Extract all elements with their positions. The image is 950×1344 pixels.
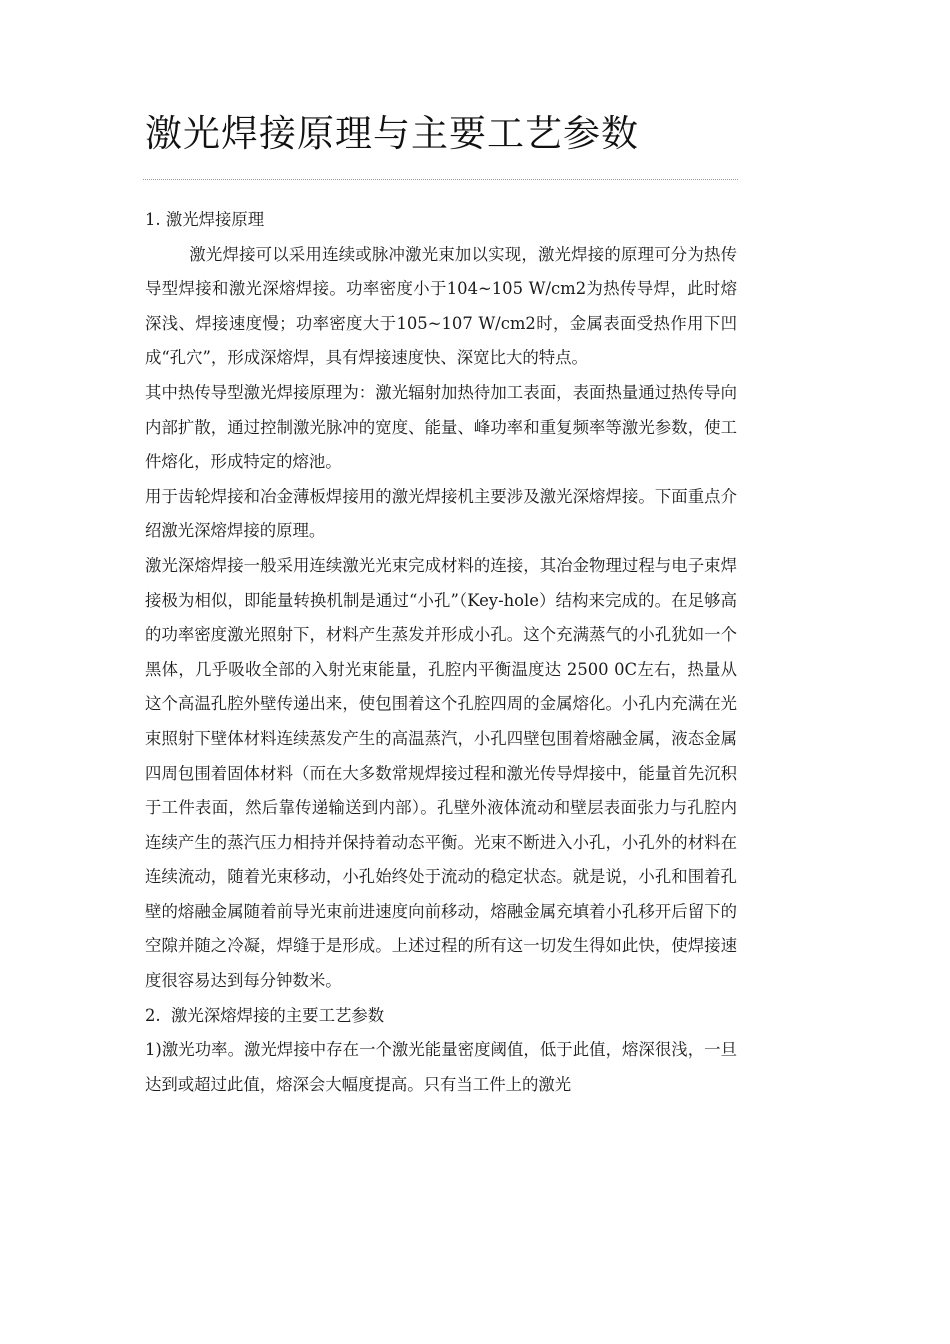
section-heading-parameters: 2. 激光深熔焊接的主要工艺参数	[145, 1005, 385, 1025]
paragraph-principle-intro: 激光焊接可以采用连续或脉冲激光束加以实现，激光焊接的原理可分为热传导型焊接和激光深熔焊接。功率密度小于104~105 W/cm2为热传导焊，此时熔深浅、焊接速度慢；功率密度大于105~107 W/cm2时，金属表面受热作用下凹成“孔穴”，形成深熔焊，具有焊接速度快、深宽比大的特点。	[145, 244, 737, 368]
paragraph-conduction-welding: 其中热传导型激光焊接原理为：激光辐射加热待加工表面，表面热量通过热传导向内部扩散，通过控制激光脉冲的宽度、能量、峰功率和重复频率等激光参数，使工件熔化，形成特定的熔池。	[145, 382, 737, 472]
paragraph-deep-penetration: 激光深熔焊接一般采用连续激光光束完成材料的连接，其冶金物理过程与电子束焊接极为相似，即能量转换机制是通过“小孔”（Key-hole）结构来完成的。在足够高的功率密度激光照射下，材料产生蒸发并形成小孔。这个充满蒸气的小孔犹如一个黑体，几乎吸收全部的入射光束能量，孔腔内平衡温度达 2500 0C左右，热量从这个高温孔腔外壁传递出来，使包围着这个孔腔四周的金属熔化。小孔内充满在光束照射下壁体材料连续蒸发产生的高温蒸汽，小孔四壁包围着熔融金属，液态金属四周包围着固体材料（而在大多数常规焊接过程和激光传导焊接中，能量首先沉积于工件表面，然后靠传递输送到内部）。孔壁外液体流动和壁层表面张力与孔腔内连续产生的蒸汽压力相持并保持着动态平衡。光束不断进入小孔，小孔外的材料在连续流动，随着光束移动，小孔始终处于流动的稳定状态。就是说，小孔和围着孔壁的熔融金属随着前导光束前进速度向前移动，熔融金属充填着小孔移开后留下的空隙并随之冷凝，焊缝于是形成。上述过程的所有这一切发生得如此快，使焊接速度很容易达到每分钟数米。	[145, 555, 737, 991]
paragraph-gear-welding: 用于齿轮焊接和冶金薄板焊接用的激光焊接机主要涉及激光深熔焊接。下面重点介绍激光深熔焊接的原理。	[145, 486, 737, 541]
section-heading-principle: 1. 激光焊接原理	[145, 210, 265, 229]
document-title: 激光焊接原理与主要工艺参数	[145, 112, 639, 155]
title-divider	[143, 179, 738, 180]
paragraph-laser-power: 1)激光功率。激光焊接中存在一个激光能量密度阈值，低于此值，熔深很浅，一旦达到或超过此值，熔深会大幅度提高。只有当工件上的激光	[145, 1040, 737, 1094]
document-body	[145, 203, 737, 1102]
